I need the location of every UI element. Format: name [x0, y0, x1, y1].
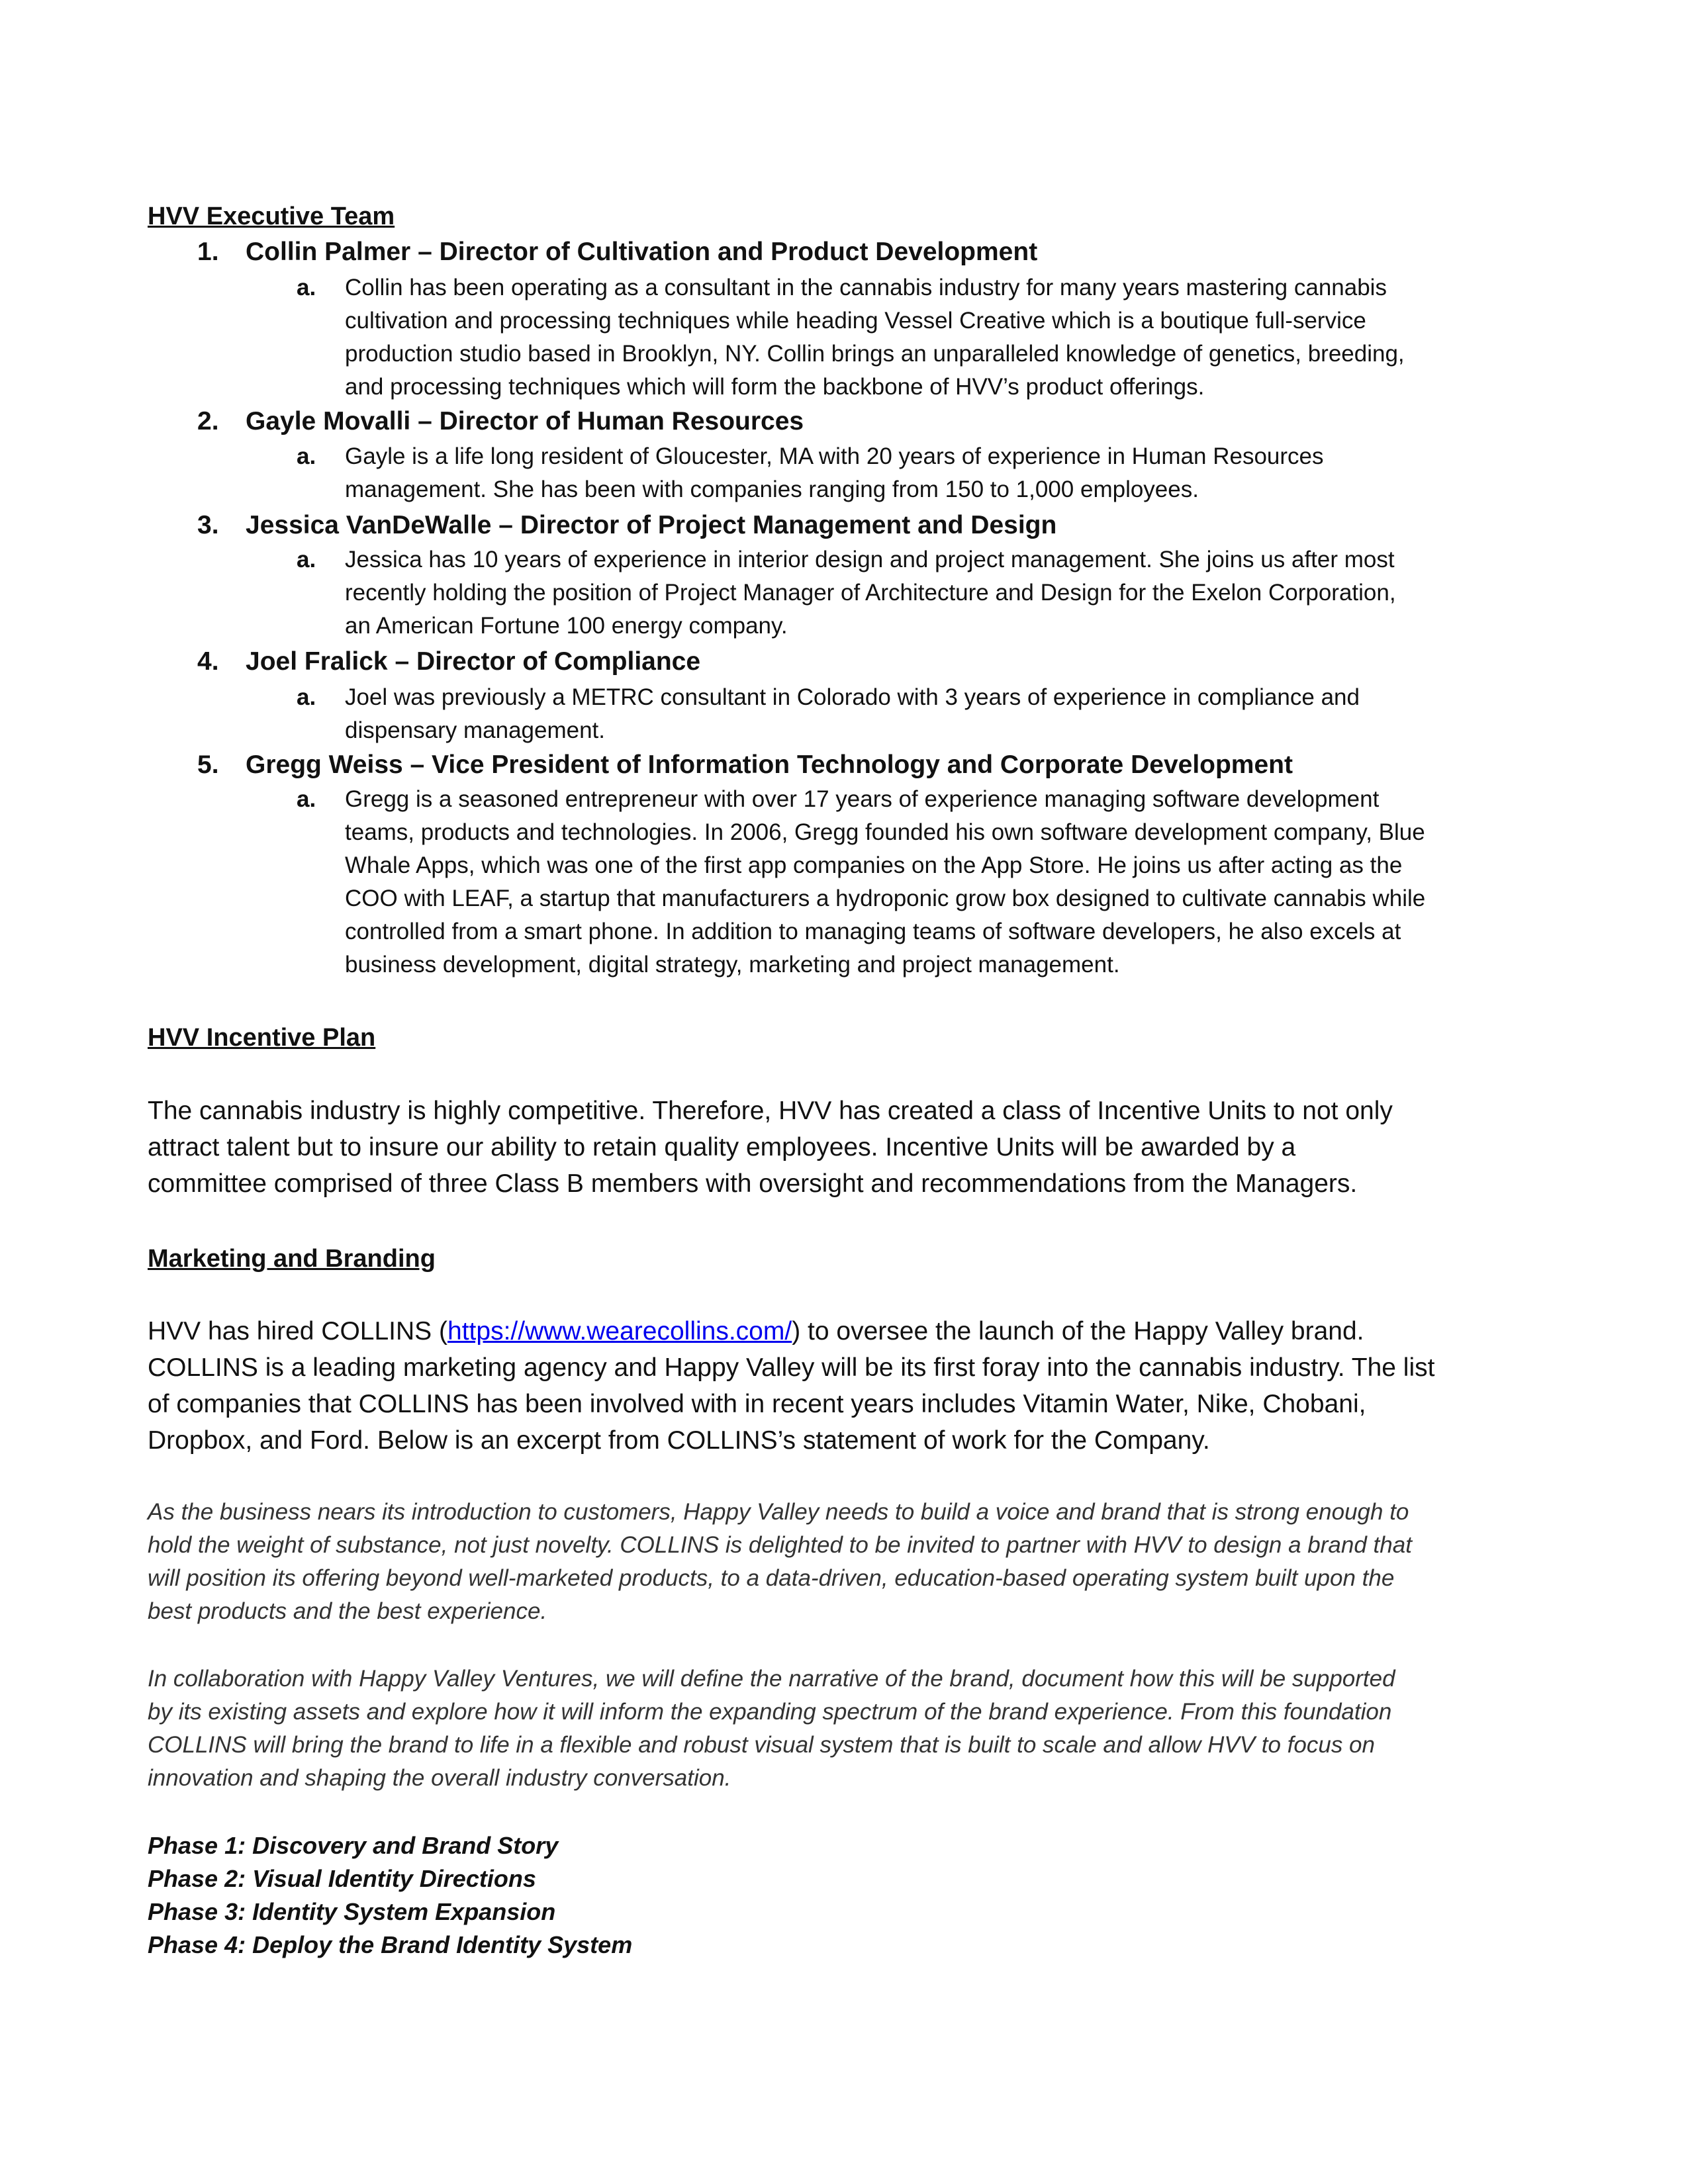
text-line: In collaboration with Happy Valley Ventures, we will define the narrative of the brand, document how this will be supported: [148, 1666, 1395, 1692]
text-line: and processing techniques which will form the backbone of HVV’s product offerings.: [345, 374, 1205, 400]
text-line: by its existing assets and explore how it will inform the expanding spectrum of the brand experience. From this foundation: [148, 1699, 1392, 1725]
member-name-role: Gayle Movalli – Director of Human Resources: [246, 407, 804, 435]
text: HVV has hired COLLINS (: [148, 1317, 448, 1345]
member-name-role: Gregg Weiss – Vice President of Information Technology and Corporate Development: [246, 751, 1293, 779]
text: ) to oversee the launch of the Happy Valley brand.: [792, 1317, 1364, 1345]
text-line: teams, products and technologies. In 2006, Gregg founded his own software development company, Blue: [345, 819, 1425, 845]
member-title: [197, 645, 700, 679]
text-line: Gayle is a life long resident of Gloucester, MA with 20 years of experience in Human Resources: [345, 443, 1324, 469]
member-description: [297, 440, 1324, 506]
text-line: will position its offering beyond well-marketed products, to a data-driven, education-based operating system built upon the: [148, 1565, 1395, 1591]
text-line: Dropbox, and Ford. Below is an excerpt from COLLINS’s statement of work for the Company.: [148, 1426, 1210, 1455]
list-number: 2.: [197, 407, 219, 435]
sub-label: a.: [297, 275, 316, 300]
text-line: The cannabis industry is highly competitive. Therefore, HVV has created a class of Incentive Units to not only: [148, 1097, 1393, 1125]
incentive-paragraph: [148, 1093, 1393, 1202]
phase-item: Phase 3: Identity System Expansion: [148, 1898, 556, 1925]
sub-label: a.: [297, 786, 316, 812]
member-description: [297, 783, 1425, 981]
text-line: an American Fortune 100 energy company.: [345, 613, 788, 639]
member-description: [297, 543, 1396, 643]
text-line: hold the weight of substance, not just novelty. COLLINS is delighted to be invited to partner with HVV to design a brand that: [148, 1532, 1412, 1558]
member-name-role: Jessica VanDeWalle – Director of Project Management and Design: [246, 511, 1057, 539]
member-title: [197, 404, 804, 439]
text-line: Jessica has 10 years of experience in interior design and project management. She joins us after most: [345, 547, 1395, 572]
text-line: committee comprised of three Class B members with oversight and recommendations from the Managers.: [148, 1169, 1358, 1198]
phase-list: [148, 1829, 632, 1962]
text-line: COLLINS will bring the brand to life in a flexible and robust visual system that is built to scale and allow HVV to focus on: [148, 1732, 1375, 1758]
marketing-paragraph: [148, 1313, 1434, 1459]
text-line: COLLINS is a leading marketing agency and Happy Valley will be its first foray into the cannabis industry. The list: [148, 1353, 1435, 1382]
member-description: [297, 271, 1405, 404]
collins-link[interactable]: https://www.wearecollins.com/: [447, 1317, 792, 1345]
list-number: 3.: [197, 511, 219, 539]
sub-label: a.: [297, 547, 316, 572]
sub-label: a.: [297, 443, 316, 469]
text-line: Joel was previously a METRC consultant in Colorado with 3 years of experience in compliance and: [345, 684, 1360, 710]
text-line: Whale Apps, which was one of the first app companies on the App Store. He joins us after acting as the: [345, 852, 1403, 878]
text-line: As the business nears its introduction to customers, Happy Valley needs to build a voice and brand that is strong enough to: [148, 1499, 1409, 1525]
text-line: best products and the best experience.: [148, 1598, 547, 1624]
member-title: [197, 508, 1056, 543]
list-number: 5.: [197, 751, 219, 779]
phase-item: Phase 4: Deploy the Brand Identity System: [148, 1931, 633, 1958]
quote-paragraph-2: [148, 1662, 1395, 1795]
text-line: attract talent but to insure our ability to retain quality employees. Incentive Units will be awarded by a: [148, 1133, 1296, 1161]
text-line: Collin has been operating as a consultant in the cannabis industry for many years mastering cannabis: [345, 275, 1387, 300]
member-title: [197, 235, 1037, 269]
member-name-role: Collin Palmer – Director of Cultivation and Product Development: [246, 238, 1038, 266]
text-line: of companies that COLLINS has been involved with in recent years includes Vitamin Water, Nike, Chobani,: [148, 1390, 1366, 1418]
text-line: dispensary management.: [345, 717, 605, 743]
phase-item: Phase 2: Visual Identity Directions: [148, 1865, 536, 1892]
text-line: business development, digital strategy, marketing and project management.: [345, 952, 1120, 978]
text-line: recently holding the position of Project Manager of Architecture and Design for the Exelon Corporation,: [345, 580, 1396, 606]
text-line: innovation and shaping the overall industry conversation.: [148, 1765, 731, 1791]
text-line: Gregg is a seasoned entrepreneur with over 17 years of experience managing software development: [345, 786, 1380, 812]
text-line: production studio based in Brooklyn, NY. Collin brings an unparalleled knowledge of genetics, breeding,: [345, 341, 1405, 367]
text-line: [148, 1313, 1434, 1349]
list-number: 4.: [197, 647, 219, 676]
text-line: COO with LEAF, a startup that manufacturers a hydroponic grow box designed to cultivate cannabis while: [345, 886, 1426, 911]
text-line: management. She has been with companies ranging from 150 to 1,000 employees.: [345, 477, 1199, 502]
list-number: 1.: [197, 238, 219, 266]
member-description: [297, 681, 1360, 747]
incentive-heading: HVV Incentive Plan: [148, 1024, 376, 1052]
phase-item: Phase 1: Discovery and Brand Story: [148, 1832, 559, 1859]
marketing-heading: Marketing and Branding: [148, 1245, 436, 1273]
exec-team-heading: HVV Executive Team: [148, 203, 395, 230]
member-title: [197, 748, 1293, 782]
quote-paragraph-1: [148, 1496, 1412, 1628]
member-name-role: Joel Fralick – Director of Compliance: [246, 647, 701, 676]
sub-label: a.: [297, 684, 316, 710]
text-line: controlled from a smart phone. In addition to managing teams of software developers, he also excels at: [345, 919, 1401, 944]
text-line: cultivation and processing techniques while heading Vessel Creative which is a boutique full-service: [345, 308, 1366, 334]
